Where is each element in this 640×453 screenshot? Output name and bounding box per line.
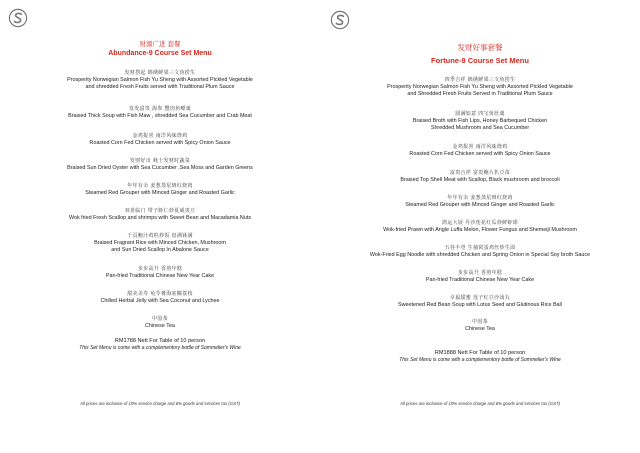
course-desc-en: Chinese Tea (145, 323, 175, 329)
course-desc-en: Sweetened Red Bean Soup with Lotus Seed and Glutinous Rice Ball (398, 302, 562, 308)
course-desc-en: Shredded Mushroom and Sea Cucumber (430, 125, 530, 132)
course-name-zh: 年年有余 姜葱蒸星斑红烧肉 (127, 183, 193, 189)
course-item (320, 169, 640, 184)
menu-note: This Set Menu is come with a complementory bottle of Sommelier's Wine (79, 345, 241, 351)
course-item (320, 219, 640, 234)
menu-title-zh: 发财好事套餐 (457, 43, 503, 52)
course-name-zh: 步步高升 香煎年糕 (137, 266, 183, 272)
course-desc-en: Prosperity Norwegian Salmon Fish Yu Sheng with Assorted Pickled Vegetable (387, 84, 573, 90)
course-name-zh: 发发富贵 海参 蟹肉鱼鳔羹 (128, 106, 192, 112)
course-name-zh: 中国茶 (472, 319, 488, 325)
course-desc-en: Braised Thick Soup with Fish Maw , shredded Sea Cucumber and Crab Meat (68, 113, 252, 119)
course-item (0, 265, 320, 280)
course-item (0, 315, 320, 330)
course-desc-en: Chinese Tea (465, 326, 495, 332)
course-desc-en: Steamed Red Grouper with Minced Ginger and Roasted Garlic (405, 202, 555, 208)
course-desc-en: and Shredded Fresh Fruits Served in Traditional Plum Sauce (407, 91, 553, 98)
course-item (0, 232, 320, 255)
price-block (320, 349, 640, 364)
course-item (320, 76, 640, 99)
course-desc-en: Pan-fried Traditional Chinese New Year Cake (425, 277, 535, 283)
right-menu-header (320, 43, 640, 65)
course-name-zh: 五谷丰登 生抽窝蛋鸡丝炒生面 (444, 245, 516, 251)
menu-title-en: Abundance-9 Course Set Menu (108, 50, 212, 57)
course-name-zh: 发财好市 蚝士发财时蔬菜 (129, 158, 191, 164)
course-name-zh: 中国茶 (152, 316, 168, 322)
course-name-zh: 千页鲍汁鸡粒炒饭 盘满钵满 (127, 233, 193, 239)
course-desc-en: and Sun Dried Scallop In Abalone Sauce (111, 247, 209, 254)
course-item (0, 157, 320, 172)
menu-title-zh: 财源广进 套餐 (139, 40, 181, 48)
course-name-zh: 圆满如意 四宝鱼肚羹 (455, 111, 505, 117)
course-desc-en: Braised Fragrant Rice with Minced Chicken, Mushroom (94, 240, 226, 246)
right-menu-page (320, 0, 640, 453)
course-desc-en: Wok fried Fresh Scallop and shrimps with Sweet Bean and Macadamia Nuts (68, 215, 252, 221)
menu-title-en: Fortune-9 Course Set Menu (431, 56, 529, 65)
course-desc-en: Braised Top Shell Meat with Scallop, Black mushroom and broccoli (400, 177, 560, 183)
left-menu-header (0, 40, 320, 58)
course-name-zh: 发财捞起 锦绣鲜果三文鱼捞生 (124, 70, 196, 76)
course-name-zh: 步步高升 香煎年糕 (457, 270, 503, 276)
course-item (0, 105, 320, 120)
course-desc-en: Roasted Corn Fed Chicken served with Spicy Onion Sauce (89, 140, 231, 146)
course-item (0, 290, 320, 305)
course-desc-en: and shredded Fresh Fruits served with Traditional Plum Sauce (85, 84, 235, 91)
course-item (0, 69, 320, 92)
course-item (320, 318, 640, 333)
hotel-logo-icon (330, 10, 350, 30)
course-desc-en: Wok-fried Prawn with Angle Luffa Melon, Flower Fungus and Shemeiji Mushroom (383, 227, 577, 233)
course-item (0, 132, 320, 147)
course-name-zh: 金鸡报喜 南洋风味烧鸡 (132, 133, 188, 139)
course-name-zh: 富贵吉祥 富贵鲍片扒豆苗 (449, 170, 511, 176)
price-block (0, 337, 320, 352)
menu-note: This Set Menu is come with a complementory bottle of Sommelier's Wine (399, 357, 561, 363)
tax-footer: All prices are inclusive of 10% service charge and 6% goods and services tax (GST) (399, 401, 560, 406)
course-name-zh: 幸福甜蜜 莲子红豆沙汤丸 (449, 295, 511, 301)
course-desc-en: Wok-Fried Egg Noodle with shredded Chicken and Spring Onion in Special Soy broth Sauce (369, 252, 591, 258)
course-name-zh: 年年有余 姜葱蒸星斑红烧肉 (447, 195, 513, 201)
menu-price: RM1888 Nett For Table of 10 person (434, 350, 526, 356)
hotel-logo-icon (8, 8, 28, 28)
course-item (320, 269, 640, 284)
course-desc-en: Roasted Corn Fed Chicken served with Spicy Onion Sauce (409, 151, 551, 157)
course-name-zh: 双喜临门 带子虾仁炒夏威夷豆 (124, 208, 196, 214)
course-desc-en: Prosperity Norwegian Salmon Fish Yu Sheng with Assorted Pickled Vegetable (67, 77, 253, 83)
course-item (320, 143, 640, 158)
course-desc-en: Braised Sun Dried Oyster with Sea Cucumber ,Sea Moss and Garden Greens (67, 165, 253, 171)
tax-footer: All prices are inclusive of 10% service charge and 6% goods and services tax (GST) (79, 401, 240, 406)
course-item (320, 194, 640, 209)
course-item (0, 182, 320, 197)
menu-price: RM1788 Nett For Table of 10 person (114, 338, 206, 344)
course-name-zh: 金鸡报喜 南洋风味烧鸡 (452, 144, 508, 150)
course-name-zh: 四季吉祥 锦绣鲜果三文鱼捞生 (444, 77, 516, 83)
course-name-zh: 甜美美寿 龟苓膏海底椰荔枝 (127, 291, 193, 297)
course-item (320, 110, 640, 133)
course-desc-en: Pan-fried Traditional Chinese New Year Cake (105, 273, 215, 279)
course-desc-en: Braised Broth with Fish Lips, Honey Barbequed Chicken (412, 118, 548, 124)
course-item (0, 207, 320, 222)
course-item (320, 294, 640, 309)
course-desc-en: Chilled Herbal Jelly with Sea Coconut and Lychee (100, 298, 220, 304)
course-desc-en: Steamed Red Grouper with Minced Ginger and Roasted Garlic (85, 190, 235, 196)
course-item (320, 244, 640, 259)
course-name-zh: 鸿运大展 丹沙莲花红瓜炒鲜虾球 (441, 220, 519, 226)
